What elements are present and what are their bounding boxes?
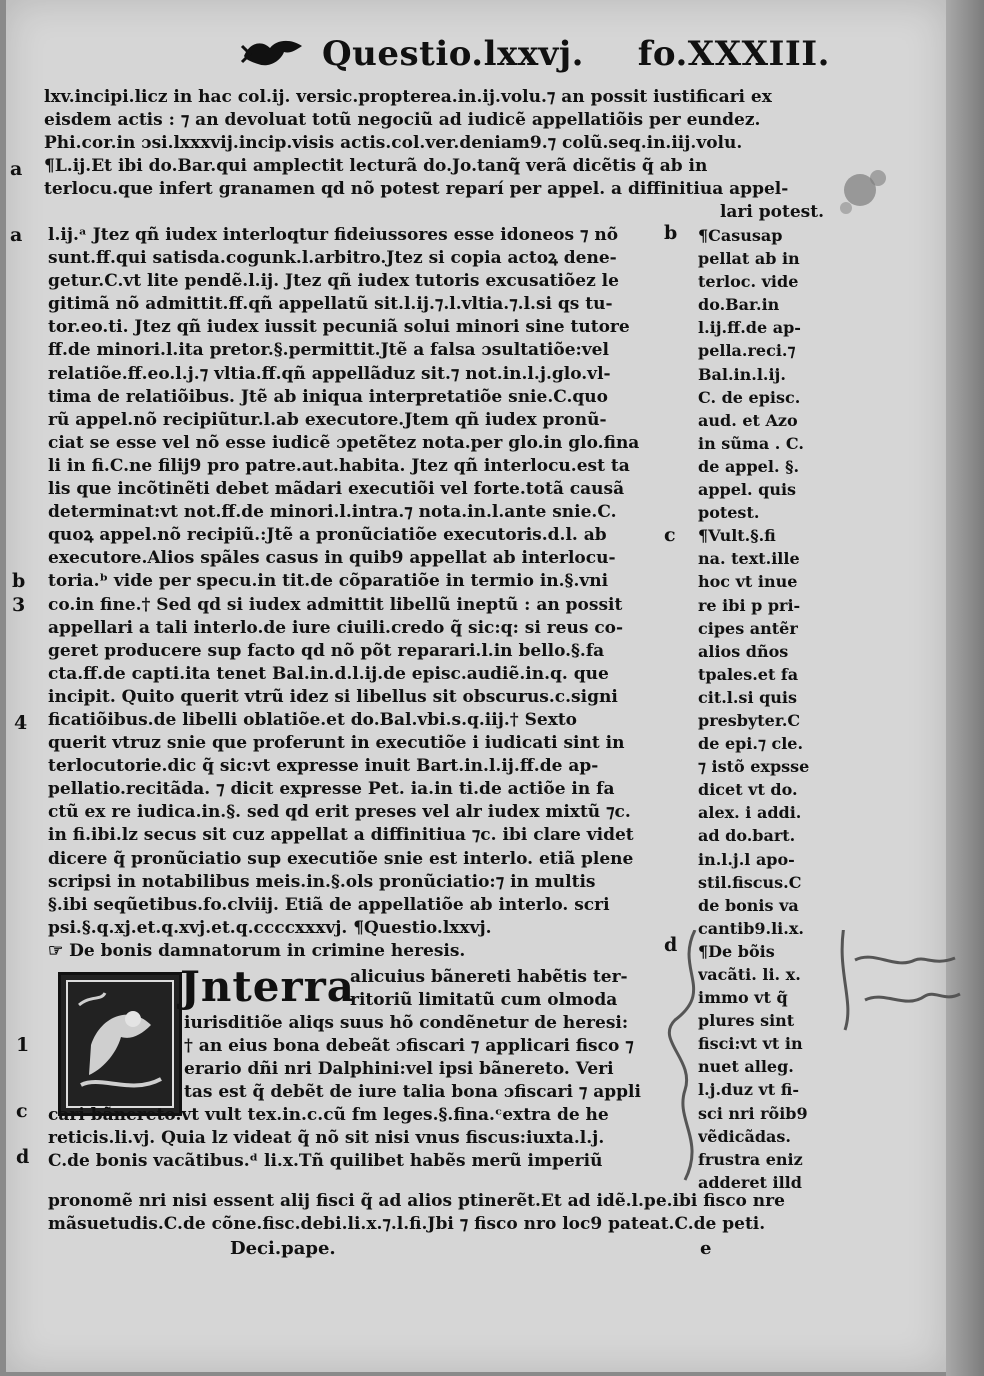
main-column	[48, 224, 664, 963]
text-line: mãsuetudis.C.de cõne.fisc.debi.li.x.⁊.l.fi.Jbi ⁊ fisco nro loc9 pateat.C.de peti.	[48, 1214, 766, 1235]
text-line: eisdem actis : ⁊ an devoluat totũ negociũ ad iudicẽ appellatiõis per eundez.	[44, 110, 761, 131]
text-line: cari bãnereto.vt vult tex.in.c.cũ fm leges.§.fina.ᶜextra de he	[48, 1105, 609, 1125]
gloss-line: adderet illd	[698, 1172, 802, 1192]
gloss-line: ¶De bõis	[698, 941, 775, 961]
gloss-line: immo vt q̃	[698, 988, 788, 1008]
gloss-line: fisci:vt vt in	[698, 1034, 803, 1054]
margin-note-letter: c	[16, 1100, 28, 1122]
gloss-line: nuet alleg.	[698, 1057, 794, 1077]
text-line: appellari a tali interlo.de iure ciuili.credo q̃ sic:q: si reus co-	[48, 617, 624, 638]
text-line: geret producere sup facto qd nõ põt reparari.l.in bello.§.fa	[48, 640, 605, 661]
text-line: in fi.ibi.lz secus sit cuz appellat a diffinitiua ⁊c. ibi clare videt	[48, 825, 634, 846]
margin-note-letter: a	[10, 158, 23, 180]
gloss-line: alex. i addi.	[698, 803, 802, 823]
gloss-line: in.l.j.l apo-	[698, 849, 795, 869]
margin-note-letter: b	[664, 222, 678, 244]
text-line: ctũ ex re iudica.in.§. sed qd erit preses vel alr iudex mixtũ ⁊c.	[48, 802, 631, 823]
lower-right-text	[350, 966, 660, 1012]
gloss-line: l.ij.ff.de ap-	[698, 318, 801, 338]
text-line: erario dñi nri Dalphini:vel ipsi bãnereto. Veri	[184, 1059, 614, 1080]
bottom-text	[48, 1190, 828, 1236]
text-line: getur.C.vt lite pendẽ.l.ij. Jtez qñ iudex tutoris excusatiõez le	[48, 271, 619, 292]
gloss-line: ¶Vult.§.fi	[698, 526, 776, 546]
gloss-line: aud. et Azo	[698, 410, 798, 430]
gloss-line: sci nri rõib9	[698, 1103, 808, 1123]
gloss-line: de appel. §.	[698, 456, 800, 476]
gloss-line: C. de episc.	[698, 387, 801, 407]
margin-note-letter: c	[664, 524, 676, 546]
margin-note-letter: b	[12, 570, 26, 592]
running-title: Questio.lxxvj.	[322, 34, 584, 74]
gloss-line: de bonis va	[698, 895, 799, 915]
gloss-line: pellat ab in	[698, 249, 800, 269]
text-line: lari potest.	[719, 202, 824, 223]
text-line: lxv.incipi.licz in hac col.ij. versic.propterea.in.ij.volu.⁊ an possit iustificari ex	[44, 87, 772, 107]
text-line: sunt.ff.qui satisda.cogunk.l.arbitro.Jtez si copia actoꝝ dene-	[48, 248, 617, 269]
text-line: ¶L.ij.Et ibi do.Bar.qui amplectit lecturã do.Jo.tanq̃ verã dicẽtis q̃ ab in	[44, 156, 708, 177]
gloss-line: l.j.duz vt fi-	[698, 1080, 800, 1100]
text-line: tima de relatiõibus. Jtẽ ab iniqua interpretatiõe snie.C.quo	[48, 386, 608, 407]
gloss-line: Bal.in.l.ij.	[698, 364, 786, 384]
woodcut-bird-icon	[61, 975, 179, 1113]
text-line: dicere q̃ pronũciatio sup executiõe snie est interlo. etiã plene	[48, 848, 634, 869]
text-line: ritoriũ limitatũ cum olmoda	[350, 990, 618, 1011]
text-line: determinat:vt not.ff.de minori.l.intra.⁊ nota.in.l.ante snie.C.	[48, 502, 617, 523]
gloss-line: cantib9.li.x.	[698, 918, 804, 938]
text-line: co.in fine.† Sed qd si iudex admittit libellũ ineptũ : an possit	[48, 594, 623, 615]
gloss-line: in sũma . C.	[698, 433, 804, 453]
text-line: cta.ff.de capti.ita tenet Bal.in.d.l.ij.de episc.audiẽ.in.q. que	[48, 663, 609, 684]
question-heading: ☞ De bonis damnatorum in crimine heresis.	[48, 940, 466, 961]
ink-stain-icon	[820, 150, 910, 240]
gloss-line: alios dños	[698, 641, 789, 661]
text-line: lis que incõtinẽti debet mãdari executiõi vel forte.totã causã	[48, 479, 625, 500]
text-line: terlocu.que infert granamen qd nõ potest reparí per appel. a diffinitiua appel-	[44, 179, 789, 200]
text-line: l.ij.ᵃ Jtez qñ iudex interloqtur fideiussores esse idoneos ⁊ nõ	[48, 225, 619, 245]
text-line: executore.Alios spãles casus in quib9 appellat ab interlocu-	[48, 548, 616, 569]
woodcut-initial-i	[58, 972, 182, 1116]
gloss-line: de epi.⁊ cle.	[698, 734, 804, 754]
gloss-line: cipes antẽr	[698, 618, 798, 638]
text-line: incipit. Quito querit vtrũ idez si libellus sit obscurus.c.signi	[48, 686, 618, 707]
gloss-line: vacãti. li. x.	[698, 965, 801, 984]
text-line: tor.eo.ti. Jtez qñ iudex iussit pecuniã solui minori sine tutore	[48, 317, 630, 338]
folio-number: fo.XXXIII.	[637, 34, 830, 74]
text-line: relatiõe.ff.eo.l.j.⁊ vltia.ff.qñ appellãduz sit.⁊ not.in.l.j.glo.vl-	[48, 363, 611, 384]
lower-indented-text	[184, 1012, 660, 1104]
catchword: Deci.pape.	[230, 1238, 336, 1259]
text-line: C.de bonis vacãtibus.ᵈ li.x.Tñ quilibet habẽs merũ imperiũ	[48, 1151, 603, 1172]
gloss-line: hoc vt inue	[698, 572, 798, 592]
margin-note-letter: a	[10, 224, 23, 246]
text-line: tas est q̃ debẽt de iure talia bona ɔfiscari ⁊ appli	[184, 1082, 641, 1103]
text-line: pellatio.recitãda. ⁊ dicit expresse Pet. ia.in ti.de actiõe in fa	[48, 779, 615, 800]
gloss-line: do.Bar.in	[698, 295, 780, 315]
gloss-line: stil.fiscus.C	[698, 872, 802, 892]
gloss-line: pella.reci.⁊	[698, 341, 796, 361]
gloss-line: re ibi p pri-	[698, 595, 801, 615]
gloss-line: cit.l.si quis	[698, 687, 797, 707]
margin-note-letter: 1	[16, 1034, 30, 1056]
text-line: Phi.cor.in ɔsi.lxxxvij.incip.visis actis.col.ver.deniam9.⁊ colũ.seq.in.iij.volu.	[44, 133, 743, 154]
text-line: li in fi.C.ne filij9 pro patre.aut.habita. Jtez qñ interlocu.est ta	[48, 455, 630, 476]
text-line: ficatiõibus.de libelli oblatiõe.et do.Bal.vbi.s.q.iij.† Sexto	[48, 709, 578, 730]
text-line: reticis.li.vj. Quia lz videat q̃ nõ sit nisi vnus fiscus:iuxta.l.j.	[48, 1128, 605, 1149]
text-line: gitimã nõ admittit.ff.qñ appellatũ sit.l.ij.⁊.l.vltia.⁊.l.si qs tu-	[48, 294, 613, 315]
text-line: psi.§.q.xj.et.q.xvj.et.q.ccccxxxvj. ¶Questio.lxxvj.	[48, 917, 492, 938]
gloss-line: plures sint	[698, 1011, 795, 1031]
text-line: rũ appel.nõ recipiũtur.l.ab executore.Jtem qñ iudex pronũ-	[48, 409, 607, 430]
gloss-line: na. text.ille	[698, 549, 800, 569]
margin-note-letter: d	[664, 934, 678, 956]
text-line: iurisditiõe aliqs suus hõ condẽnetur de heresi:	[184, 1013, 629, 1033]
gloss-line: tpales.et fa	[698, 664, 799, 684]
handwritten-annotation-icon	[655, 930, 965, 1190]
margin-note-letter: 3	[12, 594, 26, 616]
text-line: alicuius bãnereti habẽtis ter-	[350, 967, 628, 987]
intro-paragraph	[44, 86, 824, 225]
text-line: quoꝝ appel.nõ recipiũ.:Jtẽ a pronũciatiõe executoris.d.l. ab	[48, 525, 607, 546]
margin-note-letter: d	[16, 1146, 30, 1168]
page-header	[240, 30, 830, 80]
gloss-line: presbyter.C	[698, 710, 801, 730]
fleuron-ornament-icon	[240, 36, 310, 72]
text-line: querit vtruz snie que proferunt in executiõe i iudicati sint in	[48, 733, 625, 754]
gloss-line: ¶Casusap	[698, 226, 783, 245]
text-line: pronomẽ nri nisi essent alij fisci q̃ ad alios ptinerẽt.Et ad idẽ.l.pe.ibi fisco nre	[48, 1191, 785, 1211]
text-line: † an eius bona debeãt ɔfiscari ⁊ applicari fisco ⁊	[184, 1036, 634, 1057]
gloss-line: ⁊ istõ expsse	[698, 757, 810, 777]
margin-note-letter: 4	[14, 712, 28, 734]
gloss-line: ad do.bart.	[698, 826, 796, 846]
text-line: scripsi in notabilibus meis.in.§.ols pronũciatio:⁊ in multis	[48, 871, 596, 892]
gloss-line: frustra eniz	[698, 1149, 803, 1169]
text-line: ff.de minori.l.ita pretor.§.permittit.Jtẽ a falsa ɔsultatiõe:vel	[48, 340, 609, 361]
text-line: terlocutorie.dic q̃ sic:vt expresse inuit Bart.in.l.ij.ff.de ap-	[48, 756, 599, 777]
gloss-line: appel. quis	[698, 480, 797, 500]
gloss-line: terloc. vide	[698, 272, 799, 292]
text-line: §.ibi seqũetibus.fo.clviij. Etiã de appellatiõe ab interlo. scri	[48, 894, 610, 915]
text-line: ciat se esse vel nõ esse iudicẽ ɔpetẽtez nota.per glo.in glo.fina	[48, 432, 640, 453]
gloss-line: vẽdicãdas.	[698, 1126, 791, 1146]
signature-mark: e	[700, 1238, 712, 1259]
lead-word: Jnterra	[180, 962, 355, 1011]
lower-full-text	[48, 1104, 664, 1173]
gloss-line: dicet vt do.	[698, 780, 798, 800]
text-line: toria.ᵇ vide per specu.in tit.de cõparatiõe in termio in.§.vni	[48, 571, 609, 592]
gloss-line: potest.	[698, 503, 760, 523]
